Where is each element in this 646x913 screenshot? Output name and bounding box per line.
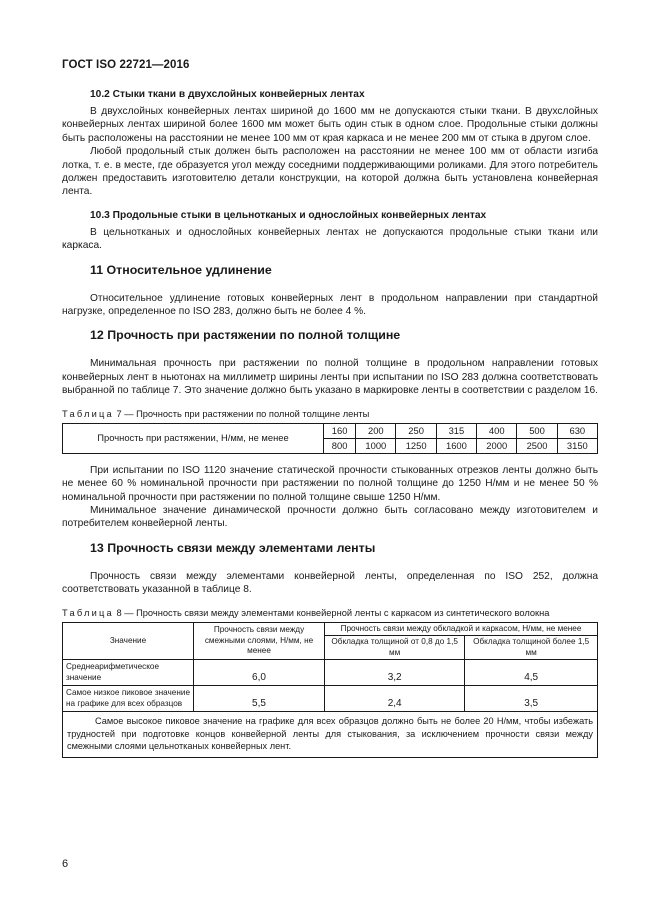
table-7-cell: 400 — [477, 423, 517, 438]
table-7-cell: 630 — [557, 423, 597, 438]
table-7-cell: 2000 — [477, 438, 517, 453]
table-7-row-label: Прочность при растяжении, Н/мм, не менее — [63, 423, 324, 453]
table-8-cell: 3,5 — [465, 686, 598, 712]
section-10-2-para-1: В двухслойных конвейерных лентах шириной до 1600 мм не допускаются стыки ткани. В двухслойных конвейерных лентах шириной более 1600 мм может быть один стык в одном слое. Продольные стыки должны быть расположены на расстоянии не менее 100 мм от края каркаса и не менее 200 мм от стыка в другом слое. — [62, 106, 598, 144]
table-7-cell: 315 — [436, 423, 476, 438]
table-7-cell: 250 — [396, 423, 436, 438]
section-13-para-1: Прочность связи между элементами конвейерной ленты, определенная по ISO 252, должна соответствовать указанной в таблице 8. — [62, 570, 598, 596]
table-7 — [62, 423, 598, 454]
table-7-cell: 800 — [324, 438, 356, 453]
table-8-cell: 2,4 — [325, 686, 465, 712]
table-8-cell: 5,5 — [194, 686, 325, 712]
table-7-cell: 1600 — [436, 438, 476, 453]
section-10-2-para-2: Любой продольный стык должен быть расположен на расстоянии не менее 100 мм от области изгиба лотка, т. е. в месте, где образуется угол между соседними поддерживающими роликами. Для этого потребитель должен предоставить изготовителю детали конструкции, на которой должна быть установлена конвейерная лента. — [62, 146, 598, 198]
table-row — [63, 660, 598, 686]
standard-header: ГОСТ ISO 22721—2016 — [62, 59, 190, 71]
section-11-para-1: Относительное удлинение готовых конвейерных лент в продольном направлении при стандартной нагрузке, определенное по ISO 283, должно быть не более 4 %. — [62, 292, 598, 318]
table-8-cell: 3,2 — [325, 660, 465, 686]
table-8-header-cover-thick: Обкладка толщиной более 1,5 мм — [465, 636, 598, 660]
table-row — [63, 686, 598, 712]
page-content — [62, 88, 598, 758]
section-10-3-title: 10.3 Продольные стыки в цельнотканых и однослойных конвейерных лентах — [90, 209, 487, 221]
table-8 — [62, 622, 598, 758]
table-8-row-label: Самое низкое пиковое значение на графике для всех образцов — [63, 686, 194, 712]
section-12-para-1: Минимальная прочность при растяжении по полной толщине в продольном направлении готовых конвейерных лент в ньютонах на миллиметр ширины ленты при испытании по ISO 283 должна соответствовать выбранной по таблице 7. Это значение должно быть указано в маркировке ленты в соответствии с разделом 16. — [62, 358, 598, 397]
table-7-cell: 160 — [324, 423, 356, 438]
section-12-para-2: При испытании по ISO 1120 значение статической прочности стыкованных отрезков ленты должно быть не менее 60 % номинальной прочности при растяжении по полной толщине до 1250 Н/мм и не менее 50 % номинальной прочности при растяжении по полной толщине свыше 1250 Н/мм. — [62, 464, 598, 503]
section-10-2-title: 10.2 Стыки ткани в двухслойных конвейерных лентах — [90, 89, 365, 100]
table-8-caption: Таблица 8 — Прочность связи между элементами конвейерной ленты с каркасом из синтетического волокна — [62, 607, 550, 618]
table-8-header-cover: Прочность связи между обкладкой и каркасом, Н/мм, не менее — [325, 622, 598, 636]
table-8-header-cover-thin: Обкладка толщиной от 0,8 до 1,5 мм — [325, 636, 465, 660]
section-13-title: 13 Прочность связи между элементами ленты — [90, 540, 376, 555]
table-7-cell: 2500 — [517, 438, 557, 453]
page-number: 6 — [62, 858, 69, 870]
section-11-title: 11 Относительное удлинение — [90, 262, 272, 277]
table-8-header-layers: Прочность связи между смежными слоями, Н/мм, не менее — [194, 622, 325, 660]
table-8-cell: 6,0 — [194, 660, 325, 686]
section-12-title: 12 Прочность при растяжении по полной толщине — [90, 328, 401, 343]
table-8-note: Самое высокое пиковое значение на графике для всех образцов должно быть не более 20 Н/мм, чтобы избежать трудностей при подготовке концов конвейерной ленты для стыкования, за исключением прочности связи между смежными слоями цельнотканых конвейерных лент. — [63, 712, 598, 758]
section-10-3-para-1: В цельнотканых и однослойных конвейерных лентах не допускаются продольные стыки ткани или каркаса. — [62, 226, 598, 252]
table-8-header-value: Значение — [63, 622, 194, 660]
section-12-para-3: Минимальное значение динамической прочности должно быть согласовано между изготовителем и потребителем конвейерной ленты. — [62, 504, 598, 530]
table-7-cell: 500 — [517, 423, 557, 438]
table-8-row-label: Среднеарифметическое значение — [63, 660, 194, 686]
table-7-cell: 3150 — [557, 438, 597, 453]
table-7-cell: 1000 — [356, 438, 396, 453]
table-7-cell: 200 — [356, 423, 396, 438]
table-8-cell: 4,5 — [465, 660, 598, 686]
table-7-cell: 1250 — [396, 438, 436, 453]
table-7-caption: Таблица 7 — Прочность при растяжении по полной толщине ленты — [62, 408, 370, 419]
